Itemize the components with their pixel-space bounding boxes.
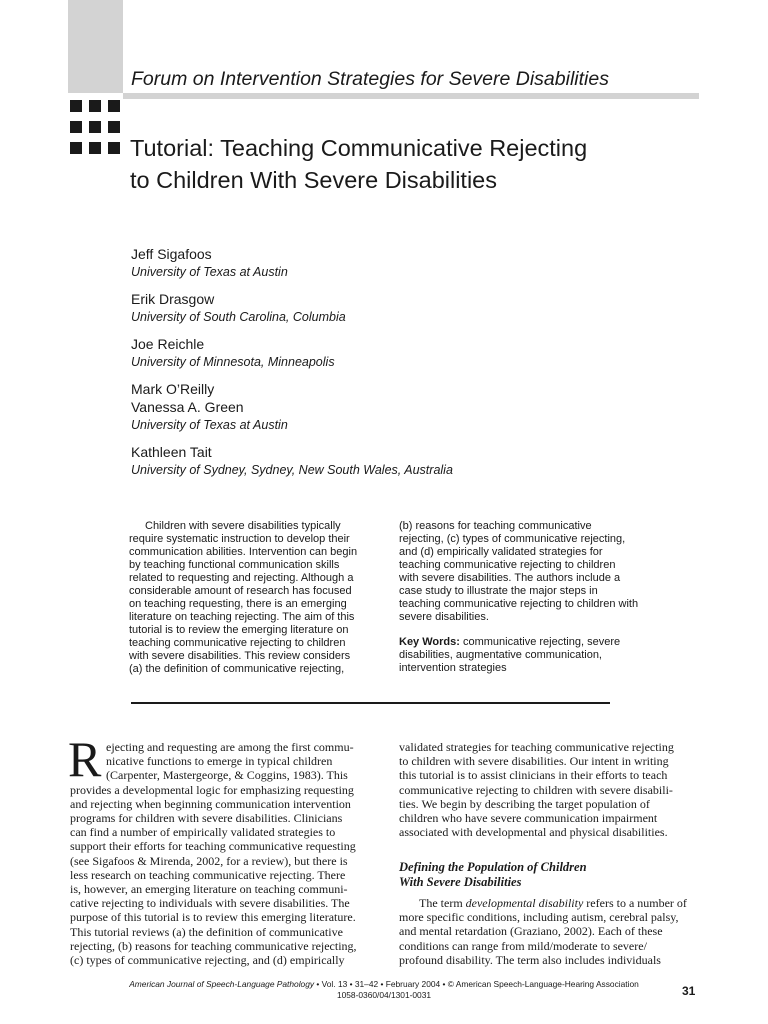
abstract-line: (a) the definition of communicative rejecting, (129, 663, 345, 675)
author-name: Joe Reichle (131, 336, 205, 352)
body-line: communicative rejecting to children with severe disabili- (399, 782, 673, 797)
emphasized-term: developmental disability (465, 896, 584, 910)
author-name: Mark O’Reilly (131, 381, 215, 397)
body-line: (see Sigafoos & Mirenda, 2002, for a review), but there is (70, 853, 348, 868)
abstract-line: Children with severe disabilities typically (145, 520, 341, 532)
body-line: cative rejecting to individuals with severe disabilities. The (70, 896, 350, 911)
section-heading-line: Defining the Population of Children (399, 860, 587, 874)
abstract-left-column (129, 520, 357, 676)
author-affiliation: University of Texas at Austin (131, 265, 288, 279)
body-line: this tutorial is to assist clinicians in their efforts to teach (399, 768, 668, 783)
abstract-line: teaching communicative rejecting to children (399, 559, 616, 571)
body-line: nicative functions to emerge in typical children (106, 754, 333, 769)
header-gray-rule (123, 93, 699, 99)
body-line: purpose of this tutorial is to review this emerging literature. (70, 910, 356, 925)
body-left-column (70, 740, 357, 967)
keywords-label: Key Words: (399, 636, 460, 648)
abstract-line: considerable amount of research has focused (129, 585, 352, 597)
series-title: Forum on Intervention Strategies for Severe Disabilities (131, 68, 609, 90)
body-line: and mental retardation (Graziano, 2002). Each of these (399, 924, 663, 939)
body-line: profound disability. The term also includes individuals (399, 952, 661, 967)
body-line: rejecting, (b) reasons for teaching communicative rejecting, (70, 938, 357, 953)
keywords-line: communicative rejecting, severe (462, 636, 621, 648)
abstract-line: (b) reasons for teaching communicative (399, 520, 592, 532)
abstract-line: on teaching requesting, there is an emerging (129, 598, 347, 610)
decorative-squares-icon (70, 100, 126, 156)
body-line: and rejecting when beginning communication intervention (70, 796, 351, 811)
author-name: Jeff Sigafoos (131, 246, 212, 262)
abstract-right-column (399, 520, 638, 624)
body-line: children who have severe communication impairment (399, 811, 658, 826)
body-line: support their efforts for teaching communicative requesting (70, 839, 356, 854)
body-line: (c) types of communicative rejecting, and (d) empirically (70, 953, 345, 968)
section-heading (399, 860, 587, 889)
body-text: The term (419, 896, 466, 910)
body-line: (Carpenter, Mastergeorge, & Coggins, 1983). This (106, 768, 348, 783)
author-affiliation: University of Sydney, Sydney, New South Wales, Australia (131, 463, 453, 477)
author-name: Vanessa A. Green (131, 399, 244, 415)
body-right-column (399, 740, 674, 839)
body-line: can find a number of empirically validated strategies to (70, 825, 336, 840)
journal-name: American Journal of Speech-Language Pathology (129, 979, 315, 989)
abstract-line: by teaching functional communication skills (129, 559, 340, 571)
abstract-line: and (d) empirically validated strategies for (399, 546, 603, 558)
body-line: This tutorial reviews (a) the definition of communicative (70, 924, 343, 939)
body-line: is, however, an emerging literature on teaching communi- (70, 882, 348, 897)
body-line: ejecting and requesting are among the first commu- (106, 740, 354, 754)
body-line: validated strategies for teaching communicative rejecting (399, 740, 674, 754)
issn-code: 1058-0360/04/1301-0031 (336, 989, 432, 1000)
author-name: Kathleen Tait (131, 444, 212, 460)
abstract-line: teaching communicative rejecting to children with (399, 598, 639, 610)
author-affiliation: University of Minnesota, Minneapolis (131, 355, 335, 369)
body-text: refers to a number of (583, 896, 687, 910)
body-line: less research on teaching communicative rejecting. There (70, 867, 346, 882)
body-line: programs for children with severe disabilities. Clinicians (70, 811, 343, 826)
drop-cap: R (68, 731, 102, 787)
abstract-line: severe disabilities. (399, 611, 489, 623)
citation-details: • Vol. 13 • 31–42 • February 2004 • © American Speech-Language-Hearing Association (314, 979, 639, 989)
abstract-line: related to requesting and rejecting. Although a (129, 572, 354, 584)
abstract-line: case study to illustrate the major steps in (399, 585, 598, 597)
keywords-block (399, 636, 620, 675)
abstract-line: communication abilities. Intervention can begin (129, 546, 358, 558)
abstract-line: rejecting, (c) types of communicative rejecting, (399, 533, 626, 545)
abstract-line: teaching communicative rejecting to children (129, 637, 346, 649)
header-gray-block (68, 0, 123, 93)
section-heading-line: With Severe Disabilities (399, 874, 522, 889)
body-line: to children with severe disabilities. Our intent in writing (399, 754, 669, 769)
body-line: provides a developmental logic for emphasizing requesting (70, 782, 354, 797)
footer-citation (0, 979, 768, 1000)
body-line (399, 896, 687, 910)
author-name: Erik Drasgow (131, 291, 215, 307)
abstract-line: with severe disabilities. This review considers (129, 650, 351, 662)
abstract-line: tutorial is to review the emerging literature on (129, 624, 349, 636)
section-divider (131, 702, 610, 704)
body-line: conditions can range from mild/moderate to severe/ (399, 938, 647, 953)
abstract-line: require systematic instruction to develop their (129, 533, 350, 545)
body-line: associated with developmental and physical disabilities. (399, 825, 668, 840)
author-affiliation: University of South Carolina, Columbia (131, 310, 346, 324)
keywords-line: intervention strategies (399, 662, 507, 674)
section-paragraph (399, 896, 687, 967)
keywords-line: disabilities, augmentative communication, (399, 649, 602, 661)
abstract-line: with severe disabilities. The authors include a (399, 572, 621, 584)
article-title (130, 132, 587, 196)
author-affiliation: University of Texas at Austin (131, 418, 288, 432)
body-line: more specific conditions, including autism, cerebral palsy, (399, 910, 679, 925)
abstract-line: literature on teaching rejecting. The aim of this (129, 611, 355, 623)
article-title-line: Tutorial: Teaching Communicative Rejecting (130, 135, 588, 161)
page-number: 31 (682, 984, 696, 998)
article-title-line: to Children With Severe Disabilities (130, 167, 498, 193)
body-line: ties. We begin by describing the target population of (399, 796, 650, 811)
